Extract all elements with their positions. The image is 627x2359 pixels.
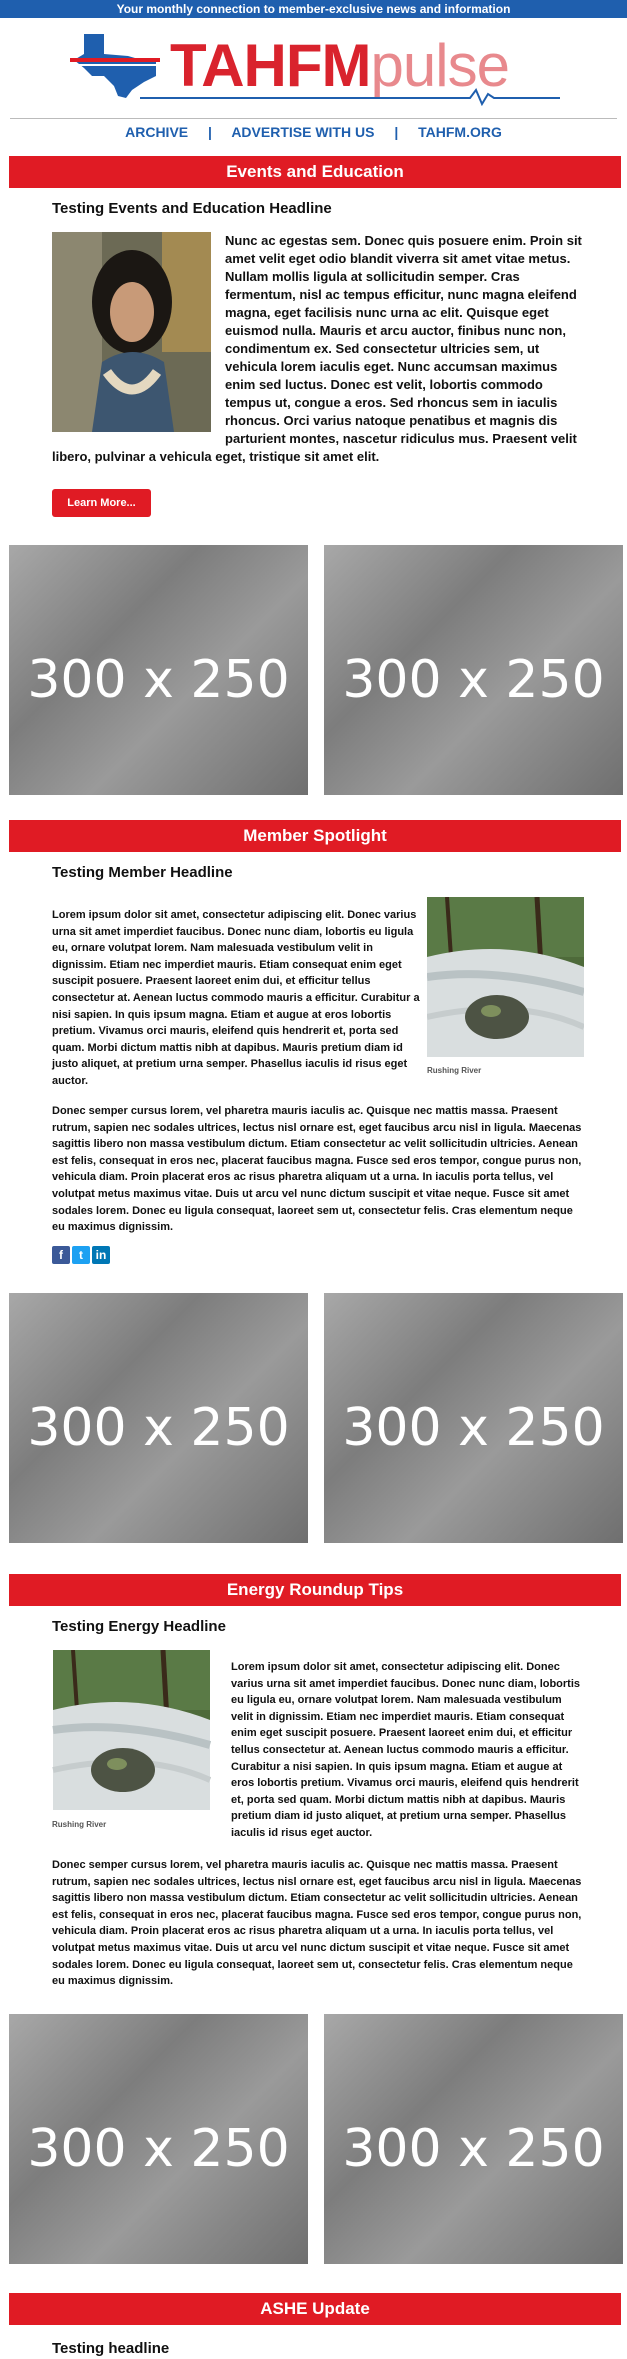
ad-banner[interactable] [9,545,308,795]
section-header-ashe: ASHE Update [9,2293,621,2325]
section-header-events: Events and Education [9,156,621,188]
ad-label: 300 x 250 [27,650,290,710]
events-body [52,232,582,466]
tagline-text: Your monthly connection to member-exclusive news and information [116,2,511,16]
section-header-energy: Energy Roundup Tips [9,1574,621,1606]
section-header-spotlight: Member Spotlight [9,820,621,852]
logo-primary-text: TAHFM [170,32,371,99]
spotlight-body-2: Donec semper cursus lorem, vel pharetra mauris iaculis ac. Quisque nec mattis massa. Praesent rutrum, sapien nec sodales ultrices, lectus nisl ornare est, eget faucibus arcu nisl in ligula. Maecenas sagittis libero non massa vestibulum dictum. Etiam consectetur ac velit sollicitudin ultricies. Aenean est felis, consequat in eros nec, placerat faucibus magna. Fusce sed eros tempor, congue purus non, vehicula diam. Proin placerat eros ac risus pharetra aliquam ut a urna. In iaculis porta tellus, vel volutpat metus maximus vitae. Duis ut arcu vel nunc dictum suscipit et vitae neque. Fusce sit amet sodales lorem. Donec eu ligula consequat, laoreet sem ut, consectetur felis. Cras elementum neque eu maximus dignissim. [52,1105,582,1234]
social-share-row [52,1246,112,1266]
river-photo [52,1650,211,1810]
nav-advertise[interactable]: ADVERTISE WITH US [231,124,375,140]
photo-caption: Rushing River [52,1820,107,1829]
energy-body-2: Donec semper cursus lorem, vel pharetra mauris iaculis ac. Quisque nec mattis massa. Praesent rutrum, sapien nec sodales ultrices, lectus nisl ornare est, eget faucibus arcu nisl in ligula. Maecenas sagittis libero non massa vestibulum dictum. Etiam consectetur ac velit sollicitudin ultricies. Aenean est felis, consequat in eros nec, placerat faucibus magna. Fusce sed eros tempor, congue purus non, vehicula diam. Proin placerat eros ac risus pharetra aliquam ut a urna. In iaculis porta tellus, vel volutpat metus maximus vitae. Duis ut arcu vel nunc dictum suscipit et vitae neque. Fusce sit amet sodales lorem. Donec eu ligula consequat, laoreet sem ut, consectetur felis. Cras elementum neque eu maximus dignissim. [52,1859,582,1988]
ad-label: 300 x 250 [342,650,605,710]
ad-label: 300 x 250 [27,1398,290,1458]
ad-banner[interactable] [9,1293,308,1543]
ashe-headline: Testing headline [52,2340,170,2357]
spotlight-body-1: Lorem ipsum dolor sit amet, consectetur adipiscing elit. Donec varius urna sit amet imperdiet faucibus. Donec nunc diam, lobortis eu ligula eu, ornare volutpat lorem. Nam malesuada vestibulum velit in dignissim. Etiam nec imperdiet mauris. Etiam consequat enim eget suscipit posuere. Praesent laoreet enim dui, et efficitur tellus consectetur at. Aenean luctus commodo mauris a efficitur. Curabitur a nisi sapien. In quis ipsum magna. Etiam et augue at eros lobortis pretium. Vivamus orci mauris, eleifend quis hendrerit et, porta sed quam. Morbi dictum mattis nibh at dapibus. Mauris pretium diam id justo aliquet, at pretium urna semper. Phasellus iaculis id risus eget auctor. [52,909,420,1087]
events-body-text: Nunc ac egestas sem. Donec quis posuere enim. Proin sit amet velit eget odio blandit viverra sit amet vitae metus. Nullam mollis ligula at sollicitudin semper. Cras fermentum, nisl ac tempus efficitur, nunc magna eleifend magna, eget facilisis nunc urna ac elit. Quisque eget euismod nulla. Mauris et arcu auctor, finibus nunc non, condimentum ex. Sed consectetur ultricies sem, ut vehicula lorem iaculis eget. Nunc accumsan maximus enim sed luctus. Donec est velit, lobortis commodo tempus ut, congue a eros. Sed rhoncus sem in iaculis rhoncus. Orci varius natoque penatibus et magnis dis parturient montes, nascetur ridiculus mus. Praesent velit libero, pulvinar a vehicula eget, tristique sit amet elit. [52,233,582,464]
top-nav [0,124,627,140]
tahfm-pulse-logo[interactable] [70,24,560,108]
ad-banner[interactable] [9,2014,308,2264]
river-image [427,897,584,1057]
ad-label: 300 x 250 [27,2119,290,2179]
photo-caption: Rushing River [427,1066,482,1075]
pulse-line-icon [140,86,560,106]
divider [10,118,617,119]
linkedin-icon[interactable]: in [92,1246,110,1264]
top-tagline-bar [0,0,627,18]
energy-body-1: Lorem ipsum dolor sit amet, consectetur adipiscing elit. Donec varius urna sit amet imperdiet faucibus. Donec nunc diam, lobortis eu ligula eu, ornare volutpat lorem. Nam malesuada vestibulum velit in dignissim. Etiam nec imperdiet mauris. Etiam consequat enim eget suscipit posuere. Praesent laoreet enim dui, et efficitur tellus consectetur at. Aenean luctus commodo mauris a efficitur. Curabitur a nisi sapien. In quis ipsum magna. Etiam et augue at eros lobortis pretium. Vivamus orci mauris, eleifend quis hendrerit et, porta sed quam. Morbi dictum mattis nibh at dapibus. Mauris pretium diam id justo aliquet, at pretium urna semper. Phasellus iaculis id risus eget auctor. [231,1661,581,1839]
events-headline: Testing Events and Education Headline [52,200,332,217]
energy-headline: Testing Energy Headline [52,1618,226,1635]
nav-archive[interactable]: ARCHIVE [125,124,189,140]
ad-banner[interactable] [324,2014,623,2264]
ad-label: 300 x 250 [342,2119,605,2179]
facebook-icon[interactable]: f [52,1246,70,1264]
logo-secondary-text: pulse [370,32,509,99]
river-photo [427,897,584,1057]
ad-label: 300 x 250 [342,1398,605,1458]
nav-separator: | [394,124,399,140]
ad-banner[interactable] [324,1293,623,1543]
nav-tahfm-org[interactable]: TAHFM.ORG [418,124,502,140]
twitter-icon[interactable]: t [72,1246,90,1264]
spotlight-headline: Testing Member Headline [52,864,233,881]
nav-separator: | [208,124,212,140]
river-image [52,1650,211,1810]
ad-banner[interactable] [324,545,623,795]
learn-more-button[interactable]: Learn More... [52,489,151,517]
